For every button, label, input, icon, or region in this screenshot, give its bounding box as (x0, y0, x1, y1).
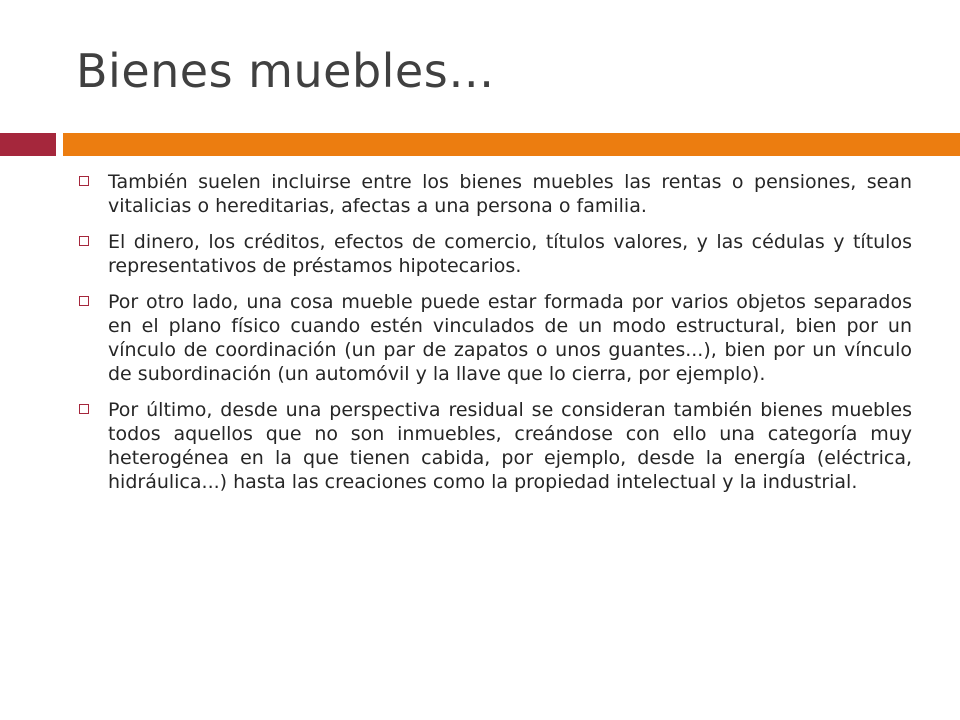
bullet-text: Por otro lado, una cosa mueble puede estar formada por varios objetos separados en el plano físico cuando estén vinculados de un modo estructural, bien por un vínculo de coordinación (un par de zapatos o unos guantes...), bien por un vínculo de subordinación (un automóvil y la llave que lo cierra, por ejemplo). (108, 291, 912, 385)
square-bullet-icon (79, 404, 89, 414)
square-bullet-icon (79, 296, 89, 306)
bullet-item (76, 398, 912, 494)
slide-title: Bienes muebles… (76, 44, 495, 98)
bullet-item (76, 290, 912, 386)
bullet-text: El dinero, los créditos, efectos de comercio, títulos valores, y las cédulas y títulos representativos de préstamos hipotecarios. (108, 231, 912, 277)
accent-bar-red (0, 133, 56, 156)
bullet-text: También suelen incluirse entre los bienes muebles las rentas o pensiones, sean vitalicias o hereditarias, afectas a una persona o familia. (108, 171, 912, 217)
square-bullet-icon (79, 176, 89, 186)
bullet-text: Por último, desde una perspectiva residual se consideran también bienes muebles todos aquellos que no son inmuebles, creándose con ello una categoría muy heterogénea en la que tienen cabida, por ejemplo, desde la energía (eléctrica, hidráulica...) hasta las creaciones como la propiedad intelectual y la industrial. (108, 399, 912, 493)
bullet-list (76, 170, 912, 506)
accent-bar-orange (63, 133, 960, 156)
bullet-item (76, 230, 912, 278)
bullet-item (76, 170, 912, 218)
square-bullet-icon (79, 236, 89, 246)
